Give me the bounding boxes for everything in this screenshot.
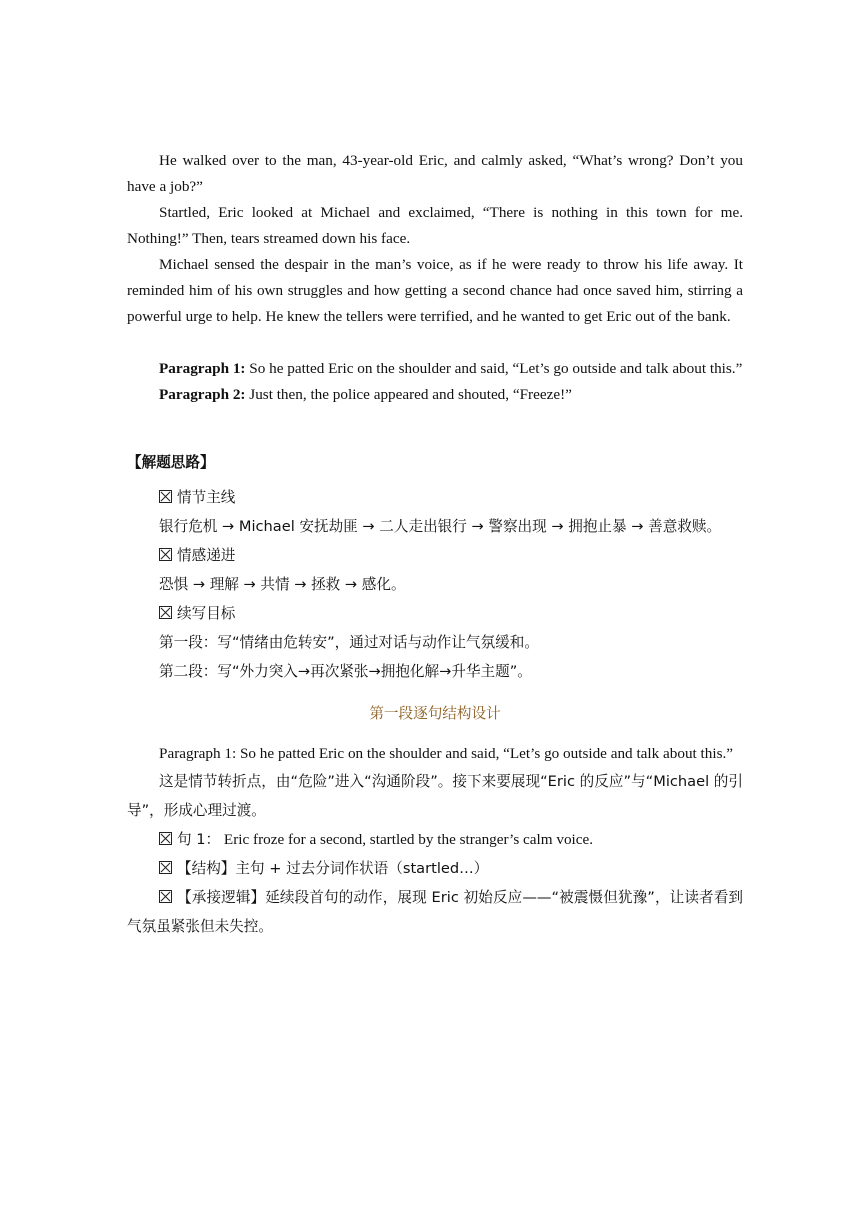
checkbox-cross-icon: [159, 606, 172, 619]
logic-label: 【承接逻辑】: [177, 889, 266, 906]
checkbox-cross-icon: [159, 548, 172, 561]
sentence-1-text: Eric froze for a second, startled by the stranger’s calm voice.: [220, 831, 594, 848]
logic-note: [127, 883, 743, 941]
structure-label: 【结构】: [177, 860, 236, 877]
prompt-paragraph-2: [127, 382, 743, 408]
story-paragraph-1: He walked over to the man, 43-year-old Eric, and calmly asked, “What’s wrong? Don’t you have a job?”: [127, 152, 743, 195]
spacer: [127, 330, 743, 356]
prompt-paragraph-2-text: Just then, the police appeared and shouted, “Freeze!”: [245, 386, 572, 403]
checkbox-cross-icon: [159, 861, 172, 874]
structure-text: 主句 + 过去分词作状语（startled…）: [235, 860, 489, 877]
document-page: [127, 148, 743, 941]
spacer: [127, 408, 743, 448]
goal-heading: [127, 599, 743, 628]
checkbox-cross-icon: [159, 890, 172, 903]
design-explanation: 这是情节转折点，由“危险”进入“沟通阶段”。接下来要展现“Eric 的反应”与“Michael 的引导”，形成心理过渡。: [127, 773, 743, 819]
story-paragraph-2: Startled, Eric looked at Michael and exclaimed, “There is nothing in this town for me. Nothing!” Then, tears streamed down his face.: [127, 204, 743, 247]
prompt-paragraph-1: [127, 356, 743, 382]
story-paragraph-3: Michael sensed the despair in the man’s voice, as if he were ready to throw his life away. It reminded him of his own struggles and how getting a second chance had once saved him, stirring a powerful urge to help. He knew the tellers were terrified, and he wanted to get Eric out of the bank.: [127, 256, 743, 325]
logic-text: 延续段首句的动作，展现 Eric 初始反应——“被震慑但犹豫”，让读者看到气氛虽紧张但未失控。: [127, 889, 743, 935]
sentence-1: [127, 825, 743, 854]
prompt-paragraph-2-label: Paragraph 2:: [159, 386, 246, 403]
design-paragraph-1-quote: Paragraph 1: So he patted Eric on the shoulder and said, “Let’s go outside and talk about this.”: [159, 745, 734, 762]
checkbox-cross-icon: [159, 832, 172, 845]
prompt-paragraph-1-text: So he patted Eric on the shoulder and said, “Let’s go outside and talk about this.”: [245, 360, 743, 377]
structure-note: [127, 854, 743, 883]
analysis-heading: 【解题思路】: [127, 454, 215, 471]
plot-heading: [127, 483, 743, 512]
checkbox-cross-icon: [159, 490, 172, 503]
goal-paragraph-2: 第二段：写“外力突入→再次紧张→拥抱化解→升华主题”。: [159, 663, 532, 680]
emotion-text: 恐惧 → 理解 → 共情 → 拯救 → 感化。: [159, 576, 406, 593]
prompt-paragraph-1-label: Paragraph 1:: [159, 360, 246, 377]
emotion-heading: [127, 541, 743, 570]
plot-label: 情节主线: [177, 489, 236, 506]
plot-text: 银行危机 → Michael 安抚劫匪 → 二人走出银行 → 警察出现 → 拥抱止暴 → 善意救赎。: [159, 518, 722, 535]
design-section-title: 第一段逐句结构设计: [369, 705, 501, 722]
sentence-1-label: 句 1：: [177, 831, 221, 848]
goal-label: 续写目标: [177, 605, 236, 622]
goal-paragraph-1: 第一段：写“情绪由危转安”，通过对话与动作让气氛缓和。: [159, 634, 539, 651]
emotion-label: 情感递进: [177, 547, 236, 564]
